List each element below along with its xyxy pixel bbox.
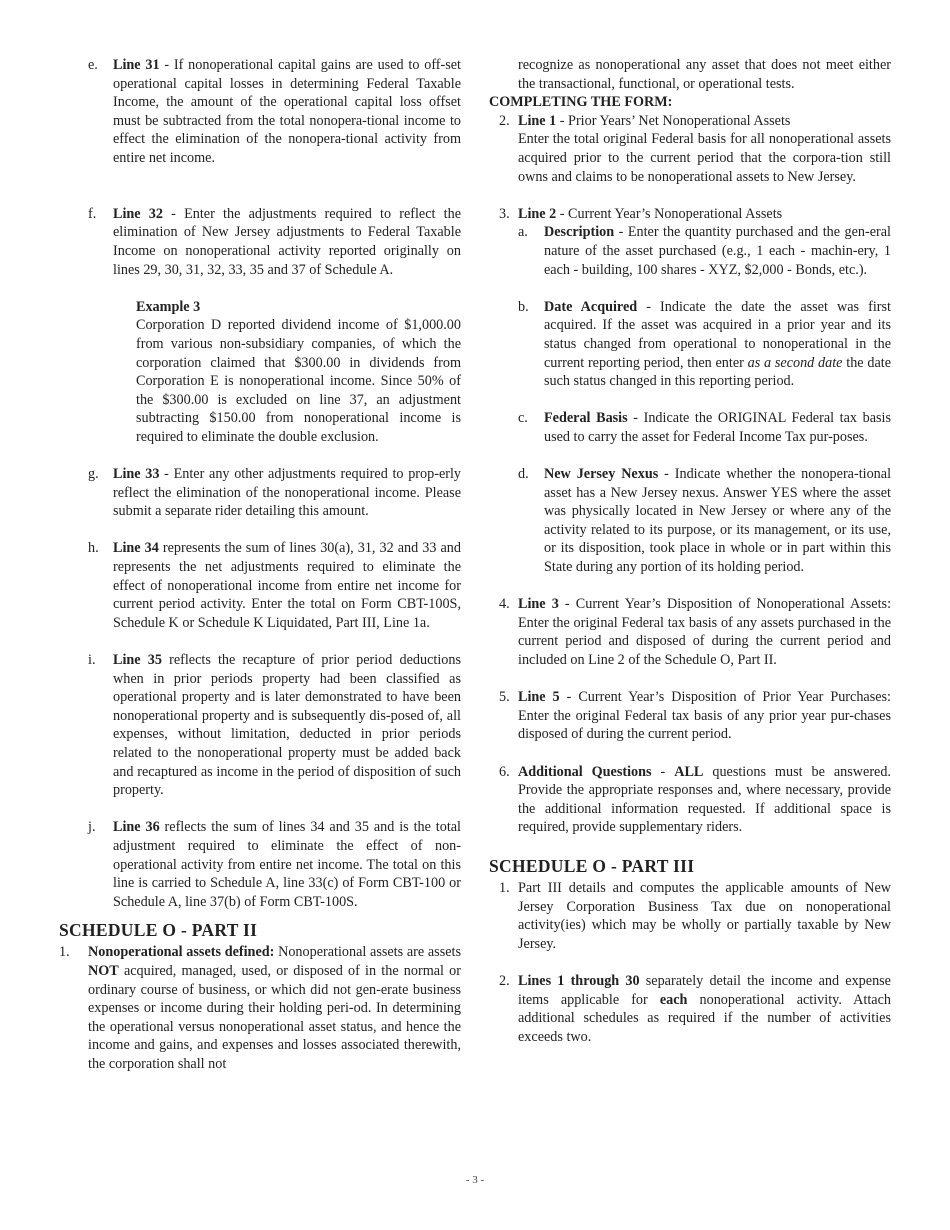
item-marker: 3. — [499, 205, 510, 222]
sub-label: Description — [544, 224, 615, 241]
sub-label: Date Acquired — [544, 298, 638, 315]
line-label: Line 35 — [113, 652, 162, 668]
item-marker: 4. — [499, 596, 510, 613]
line-label: Line 33 — [113, 466, 160, 483]
lines-1-through-30-item — [489, 972, 891, 1046]
line-31-item — [59, 56, 461, 168]
left-column — [59, 56, 461, 1073]
each-emphasis: each — [659, 991, 688, 1008]
line-32-item — [59, 205, 461, 279]
line-34-item — [59, 539, 461, 632]
continued-text: recognize as nonoperational any asset that does not meet either the transactional, functional, or operational tests. — [518, 57, 891, 92]
sub-text-italic: as a second date — [747, 354, 843, 371]
sub-text-cont: the date such status changed in this reporting period. — [544, 354, 891, 390]
item-marker: 2. — [499, 972, 510, 989]
line-text: - Enter the adjustments required to reflect the elimination of New Jersey adjustments to Federal Taxable Income on nonoperational activity reported originally on lines 29, 30, 31, 32, 33, 35 and 37 of Schedule A. — [113, 205, 461, 278]
line-label: Additional Questions — [518, 763, 652, 780]
item-marker: c. — [518, 410, 528, 427]
line-5-item — [489, 688, 891, 744]
line-dash: - — [651, 763, 675, 780]
item-marker: i. — [88, 652, 96, 668]
item-marker: a. — [518, 224, 528, 241]
schedule-o-part-ii-heading: SCHEDULE O - PART II — [59, 920, 258, 941]
line-text: reflects the recapture of prior period deductions when in prior periods property had been classified as operational property and is later demonstrated to have been nonoperational property and is subsequently dis-posed of, all expenses, without limitation, deducted in prior periods related to the nonoperational property must be added back and recaptured as income in the period of disposition of such property. — [113, 652, 461, 799]
line-label: Line 5 — [518, 689, 560, 706]
item-marker: f. — [88, 205, 97, 222]
line-label: Line 1 — [518, 112, 557, 129]
line-text: - Current Year’s Disposition of Nonoperational Assets: Enter the original Federal tax basis of any assets purchased in the current period and disposed of during the current period and included on Line 2 of the Schedule O, Part II. — [518, 596, 892, 668]
item-marker: h. — [88, 540, 99, 557]
definition-text: Nonoperational assets are assets — [274, 944, 461, 961]
example-title: Example 3 — [136, 298, 201, 315]
line-text: reflects the sum of lines 34 and 35 and is the total adjustment required to eliminate the effect of non-operational activity from entire net income. The total on this line is carried to Schedule A, line 33(c) of Form CBT-100 or Schedule A, line 37(b) of Form CBT-100S. — [113, 819, 461, 910]
line-label: Line 36 — [113, 819, 160, 836]
line-33-item — [59, 465, 461, 521]
line-label: Line 32 — [113, 205, 163, 222]
item-marker: g. — [88, 466, 99, 483]
line-label: Line 2 — [518, 205, 557, 222]
line-title: - Current Year’s Nonoperational Assets — [556, 205, 783, 222]
line-title: - Prior Years’ Net Nonoperational Assets — [556, 112, 791, 129]
sub-text: - Indicate whether the nonopera-tional asset has a New Jersey nexus. Answer YES where the asset was physically located in New Jersey or where any of the activity related to its purpose, or its management, or its use, or its disposition, took place in whole or in part within this State during any portion of its holding period. — [544, 466, 892, 576]
item-marker: 2. — [499, 112, 510, 129]
definition-text-cont: acquired, managed, used, or disposed of in the normal or ordinary course of business, or which did not gen-erate business expenses or income during their holding peri-od. In determining the operational versus nonoperational asset status, and hence the income and gains, and expenses and losses associated therewith, the corporation shall not — [88, 962, 461, 1072]
not-emphasis: NOT — [88, 962, 119, 979]
item-marker: 6. — [499, 763, 510, 780]
additional-questions-item — [489, 763, 891, 837]
sub-text: - Indicate the date the asset was first acquired. If the asset was acquired in a prior year and its status changed from operational to nonoperational in the current reporting period, then enter — [544, 298, 891, 371]
item-marker: 1. — [59, 944, 70, 961]
line-label: Lines 1 through 30 — [518, 972, 640, 989]
completing-the-form-heading: COMPLETING THE FORM: — [489, 94, 673, 111]
right-column — [489, 56, 891, 1046]
example-3 — [136, 298, 461, 447]
sub-label: Federal Basis — [544, 410, 628, 427]
item-marker: b. — [518, 298, 529, 315]
all-emphasis: ALL — [674, 763, 704, 780]
part-iii-details-item — [489, 879, 891, 953]
line-text: Part III details and computes the applicable amounts of New Jersey Corporation Business Tax due on nonoperational activity(ies) which may be wholly or partially taxable by New Jersey. — [518, 879, 891, 952]
new-jersey-nexus-subitem — [489, 465, 891, 577]
definition-label: Nonoperational assets defined: — [88, 944, 275, 961]
line-36-item — [59, 818, 461, 911]
item-marker: 1. — [499, 879, 510, 896]
item-marker: j. — [88, 819, 96, 836]
line-text: - Current Year’s Disposition of Prior Year Purchases: Enter the original Federal tax basis of any prior year pur-chases disposed of during the current period. — [518, 689, 891, 743]
example-text: Corporation D reported dividend income of $1,000.00 from various non-subsidiary companies, of which the corporation claimed that $300.00 in dividends from Corporation E is nonoperational income. Since 50% of the $300.00 is excluded on line 37, an adjustment subtracting $150.00 from nonoperational income is required to eliminate the double exclusion. — [136, 317, 461, 445]
line-text: separately detail the income and expense items applicable for — [518, 972, 891, 1008]
date-acquired-subitem — [489, 298, 891, 391]
line-text-cont: nonoperational activity. Attach additional schedules as required if the number of activities exceeds two. — [518, 991, 891, 1045]
federal-basis-subitem — [489, 409, 891, 446]
line-label: Line 3 — [518, 596, 559, 613]
line-text: represents the sum of lines 30(a), 31, 32 and 33 and represents the net adjustments required to eliminate the effect of nonoperational income from entire net income for current period activity. Enter the total on Form CBT-100S, Schedule K or Schedule K Liquidated, Part III, Line 1a. — [113, 540, 461, 631]
page-number: - 3 - — [465, 1174, 485, 1186]
line-text: questions must be answered. Provide the appropriate responses and, where necessary, provide the additional information requested. If additional space is required, provide supplementary riders. — [518, 763, 891, 836]
line-label: Line 34 — [113, 540, 159, 557]
item-marker: e. — [88, 57, 98, 73]
nonoperational-assets-defined-item — [59, 943, 461, 1073]
item-marker: d. — [518, 466, 529, 483]
line-text: Enter the total original Federal basis for all nonoperational assets acquired prior to the current period that the corpora-tion still owns and claims to be nonoperational assets to New Jersey. — [518, 131, 891, 185]
sub-label: New Jersey Nexus — [544, 466, 659, 483]
line-text: - If nonoperational capital gains are used to off-set operational capital losses in determining Federal Taxable Income, the amount of the operational capital loss offset must be subtracted from the total nonopera-tional income to effect the elimination of the nonopera-tional activity from entire net income. — [113, 57, 461, 166]
item-marker: 5. — [499, 689, 510, 706]
description-subitem — [489, 223, 891, 279]
line-text: - Enter any other adjustments required to prop-erly reflect the elimination of the nonoperational income. Please submit a separate rider detailing this amount. — [113, 466, 462, 520]
schedule-o-part-iii-heading: SCHEDULE O - PART III — [489, 855, 695, 876]
sub-text: - Indicate the ORIGINAL Federal tax basis used to carry the asset for Federal Income Tax pur-poses. — [544, 410, 892, 445]
line-label: Line 31 — [113, 57, 160, 73]
line-2-item — [489, 205, 891, 224]
sub-text: - Enter the quantity purchased and the gen-eral nature of the asset purchased (e.g., 1 each - machin-ery, 1 each - building, 100 shares - XYZ, $2,000 - Bonds, etc.). — [544, 224, 891, 278]
line-1-item — [489, 112, 891, 186]
line-35-item — [59, 651, 461, 800]
line-3-item — [489, 595, 891, 669]
